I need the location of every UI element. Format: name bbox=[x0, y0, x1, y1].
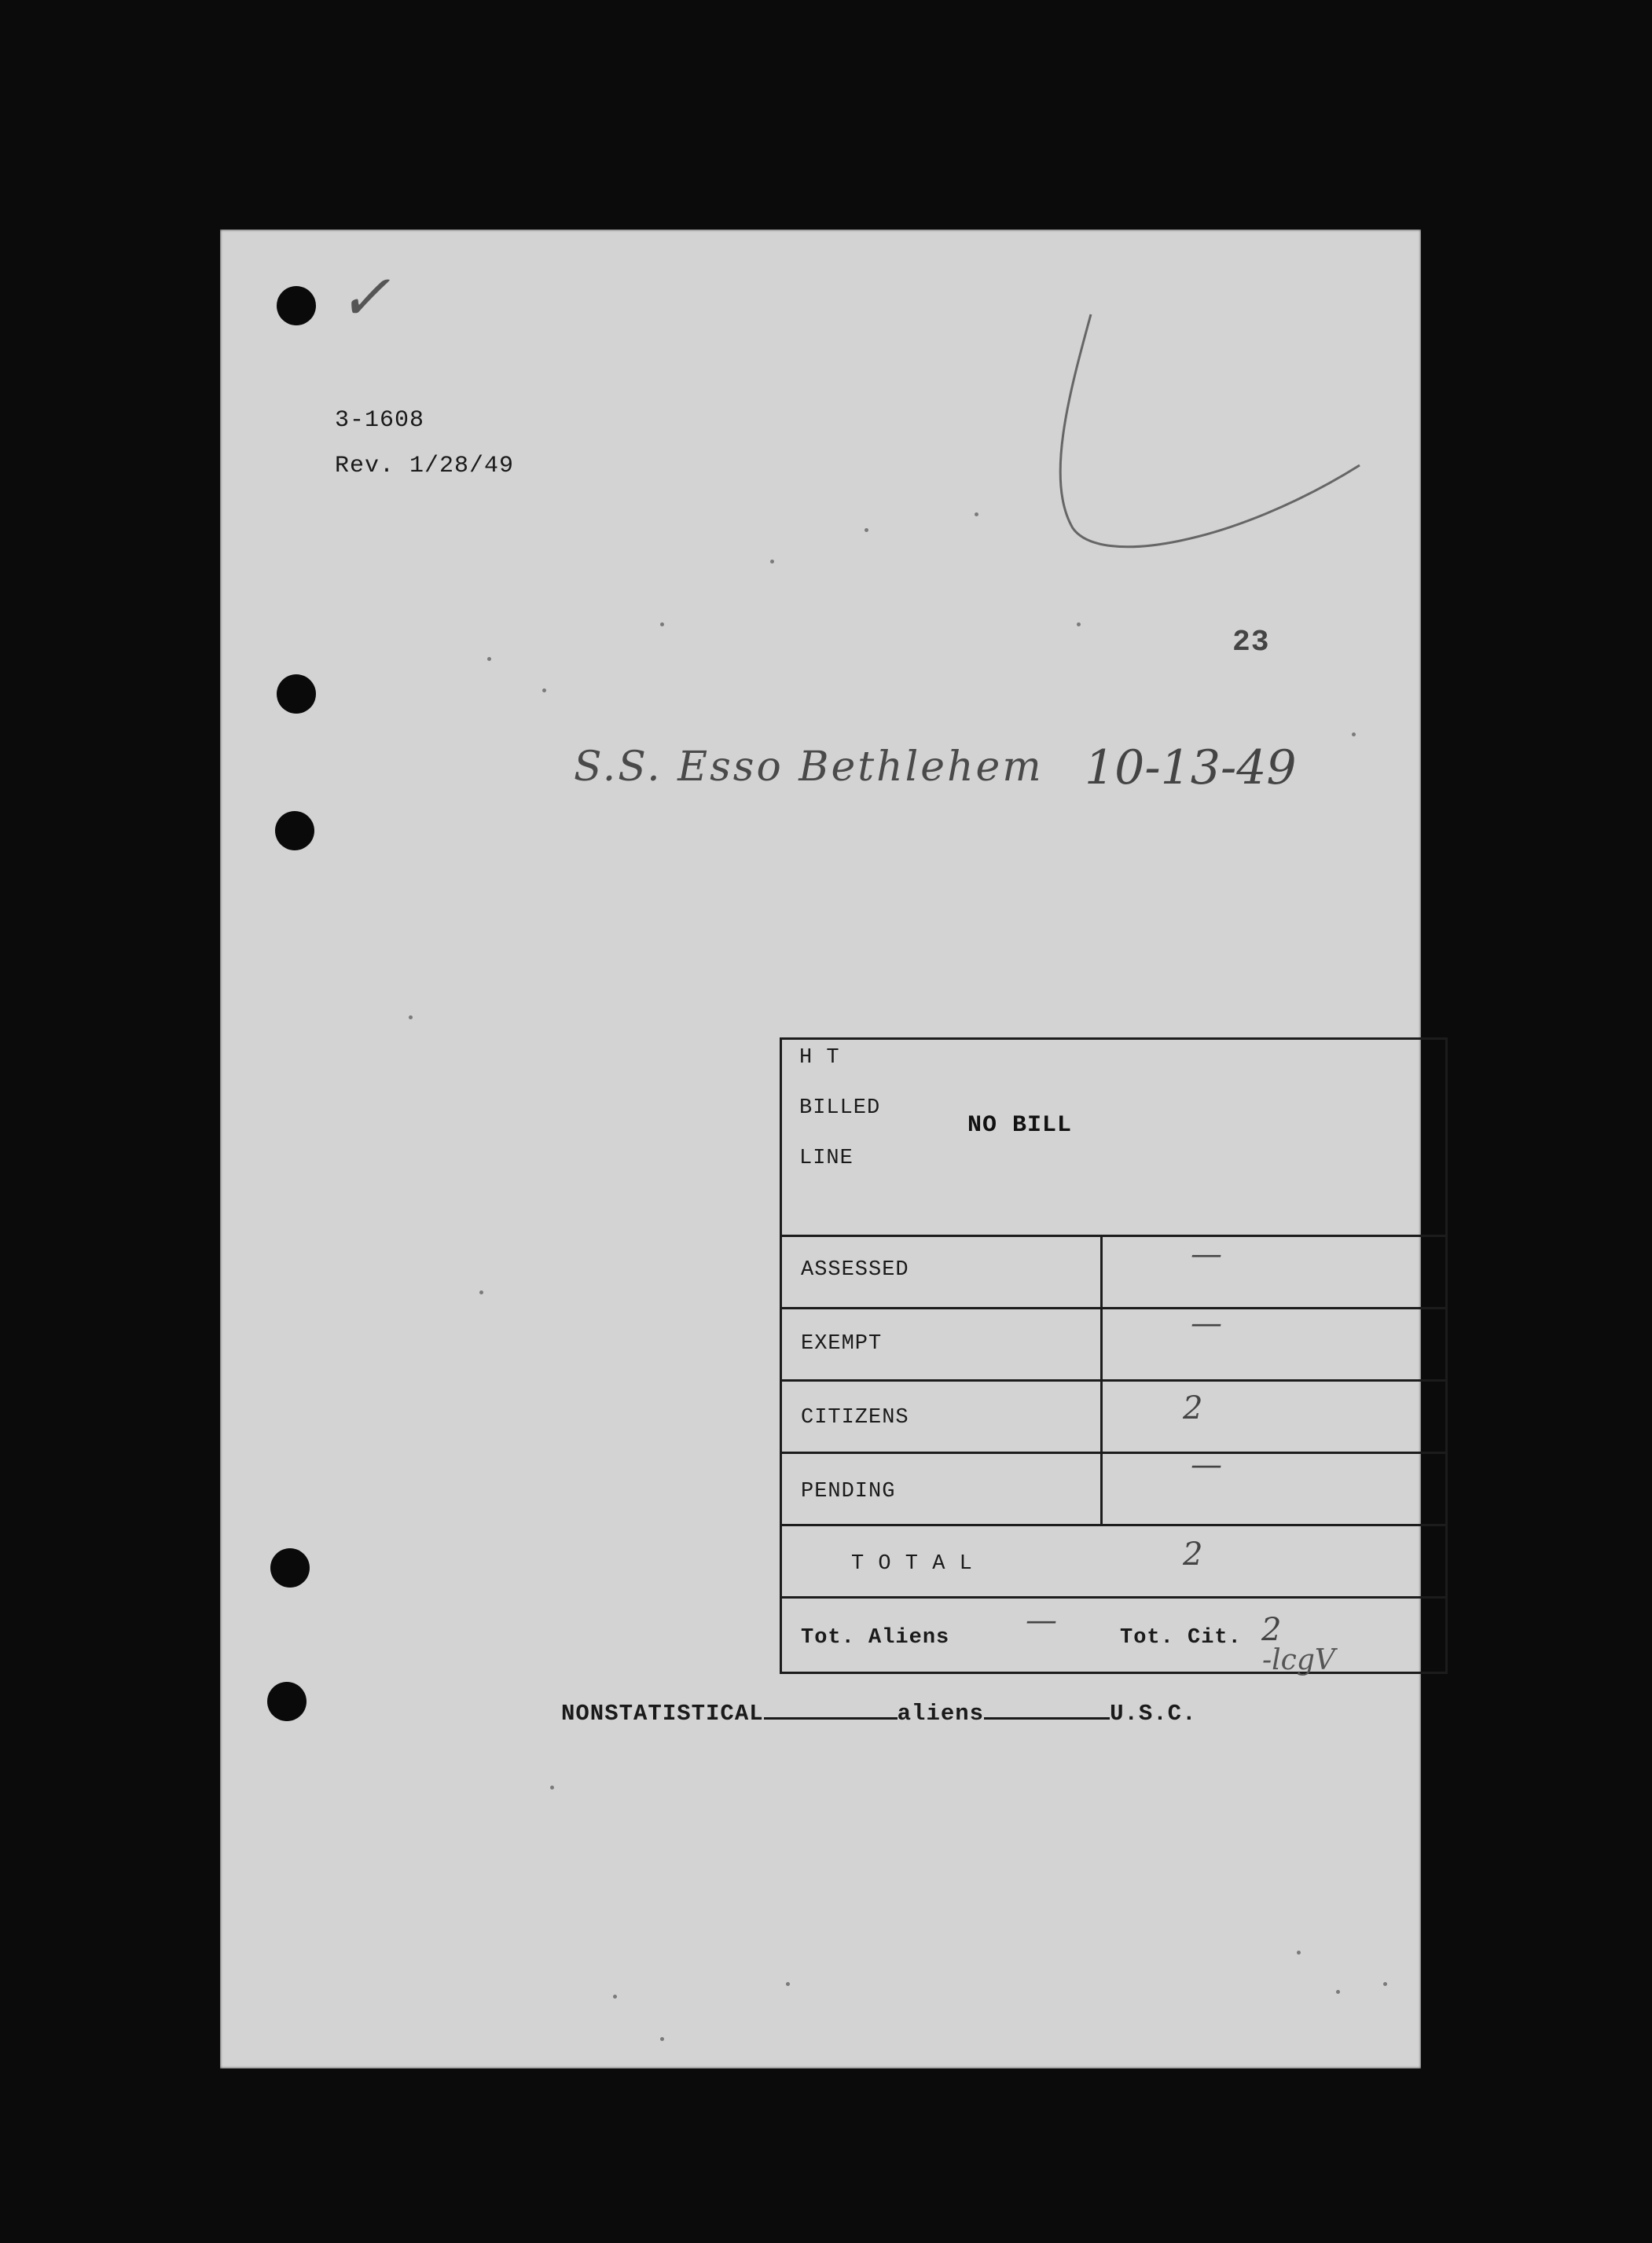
tot-cit-value: 2 bbox=[1261, 1612, 1282, 1648]
punch-hole bbox=[267, 1682, 307, 1721]
nonstatistical-aliens-blank bbox=[764, 1717, 898, 1720]
nonstatistical-usc-blank bbox=[984, 1717, 1110, 1720]
row-label-pending: PENDING bbox=[801, 1480, 896, 1503]
dust-speck bbox=[660, 622, 664, 626]
dust-speck bbox=[1383, 1982, 1387, 1986]
total-value: 2 bbox=[1183, 1536, 1203, 1573]
dust-speck bbox=[975, 512, 978, 516]
dust-speck bbox=[660, 2037, 664, 2041]
row-value-exempt: — bbox=[1191, 1305, 1222, 1342]
row-label-citizens: CITIZENS bbox=[801, 1406, 909, 1430]
total-label: T O T A L bbox=[851, 1552, 973, 1576]
row-value-assessed: — bbox=[1191, 1236, 1222, 1272]
tot-aliens-label: Tot. Aliens bbox=[801, 1626, 950, 1650]
form-number: 3-1608 bbox=[335, 407, 425, 434]
punch-hole bbox=[275, 811, 314, 850]
tot-cit-label: Tot. Cit. bbox=[1120, 1626, 1242, 1650]
dust-speck bbox=[865, 528, 868, 532]
dust-speck bbox=[479, 1290, 483, 1294]
pencil-curve bbox=[998, 308, 1438, 575]
dust-speck bbox=[409, 1015, 413, 1019]
page-number: 23 bbox=[1232, 626, 1270, 659]
dust-speck bbox=[1336, 1990, 1340, 1994]
vessel-name: S.S. Esso Bethlehem bbox=[574, 743, 1044, 791]
arrival-date: 10-13-49 bbox=[1085, 740, 1297, 795]
punch-hole bbox=[277, 674, 316, 714]
usc-label: U.S.C. bbox=[1110, 1701, 1197, 1727]
dust-speck bbox=[487, 657, 491, 661]
row-label-exempt: EXEMPT bbox=[801, 1332, 883, 1356]
dust-speck bbox=[542, 688, 546, 692]
check-mark: ✓ bbox=[338, 261, 391, 334]
dust-speck bbox=[1077, 622, 1081, 626]
punch-hole bbox=[270, 1548, 310, 1588]
nonstatistical-label: NONSTATISTICAL bbox=[561, 1701, 764, 1727]
no-bill-stamp: NO BILL bbox=[967, 1112, 1073, 1139]
nonstatistical-line bbox=[561, 1701, 1196, 1727]
dust-speck bbox=[550, 1786, 554, 1790]
dust-speck bbox=[1352, 732, 1356, 736]
header-label-ht: H T bbox=[799, 1046, 840, 1070]
punch-hole bbox=[277, 286, 316, 325]
header-label-billed: BILLED bbox=[799, 1096, 881, 1120]
manifest-summary-table bbox=[780, 1037, 1448, 1674]
header-label-line: LINE bbox=[799, 1147, 854, 1170]
margin-note: -lcgV bbox=[1262, 1644, 1335, 1676]
row-value-citizens: 2 bbox=[1183, 1390, 1203, 1426]
document-page bbox=[220, 229, 1421, 2069]
dust-speck bbox=[1297, 1951, 1301, 1955]
dust-speck bbox=[613, 1995, 617, 1999]
tot-aliens-value: — bbox=[1026, 1602, 1057, 1639]
dust-speck bbox=[786, 1982, 790, 1986]
dust-speck bbox=[770, 560, 774, 564]
aliens-label: aliens bbox=[897, 1701, 985, 1727]
row-label-assessed: ASSESSED bbox=[801, 1258, 909, 1282]
form-revision: Rev. 1/28/49 bbox=[335, 453, 515, 479]
row-value-pending: — bbox=[1191, 1447, 1222, 1483]
